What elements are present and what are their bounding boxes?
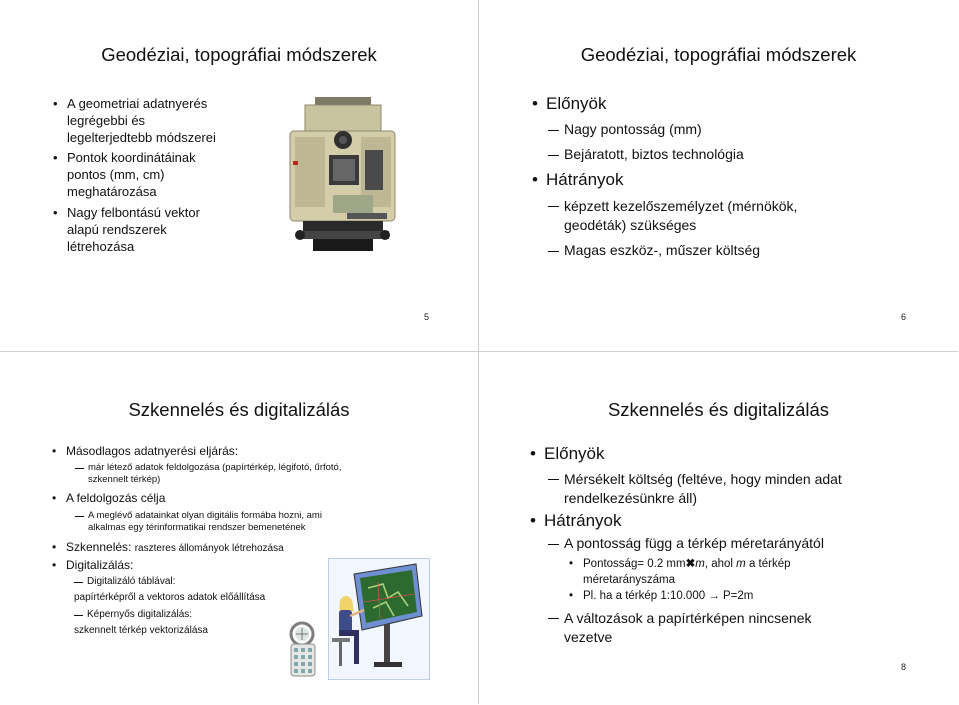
digitizer-puck-image	[282, 620, 324, 678]
disadvantage-item-changes: A változások a papírtérképen nincsenek vezetve	[564, 610, 812, 645]
bullet-3: • Nagy felbontású vektor alapú rendszerek létrehozása	[67, 204, 200, 255]
sub-item-screen-digitizing: Képernyős digitalizálás:	[87, 609, 193, 620]
disadvantage-item-1: képzett kezelőszemélyzet (mérnökök, geodéták) szükséges	[564, 198, 798, 233]
disadvantage-item-scale: A pontosság függ a térkép méretarányától	[564, 535, 824, 551]
digitizing-table-desc: papírtérképről a vektoros adatok előállítása	[74, 592, 266, 603]
page-number: 6	[901, 312, 907, 322]
multiply-icon: ✖	[685, 558, 696, 570]
slide-title: Geodéziai, topográfiai módszerek	[580, 44, 857, 65]
disadvantages-heading: • Hátrányok	[546, 170, 623, 190]
bullet-scanning: • Szkennelés: raszteres állományok létrehozása	[66, 540, 284, 554]
arrow-right-icon: →	[708, 590, 720, 602]
page-number: 8	[901, 662, 907, 672]
bullet-processing-goal: • A feldolgozás célja	[66, 491, 165, 505]
slide-5	[0, 0, 479, 352]
slide-8	[479, 352, 958, 704]
disadvantages-heading: • Hátrányok	[544, 511, 621, 531]
disadvantage-item-2: Magas eszköz-, műszer költség	[564, 242, 761, 258]
advantages-heading: • Előnyök	[546, 94, 606, 114]
digitizing-table-image	[328, 558, 430, 680]
bullet-1: • A geometriai adatnyerés legrégebbi és legelterjedtebb módszerei	[67, 95, 216, 146]
bullet-digitizing: • Digitalizálás:	[66, 558, 133, 572]
sub-item-existing-data: már létező adatok feldolgozása (papírtérkép, légifotó, űrfotó, szkennelt térkép)	[88, 462, 342, 485]
advantage-item-1: Nagy pontosság (mm)	[564, 121, 702, 137]
page-number: 5	[424, 312, 430, 322]
advantage-item: Mérsékelt költség (feltéve, hogy minden adat rendelkezésünkre áll)	[564, 471, 842, 506]
slide-title: Szkennelés és digitalizálás	[128, 399, 350, 420]
slide-title: Geodéziai, topográfiai módszerek	[101, 44, 377, 65]
slide-6	[479, 0, 958, 352]
bullet-secondary-data: • Másodlagos adatnyerési eljárás:	[66, 444, 238, 458]
screen-digitizing-desc: szkennelt térkép vektorizálása	[74, 625, 208, 636]
advantages-heading: • Előnyök	[544, 444, 604, 464]
sub-item-digitizing-table: Digitalizáló táblával:	[87, 576, 176, 587]
bullet-2: • Pontok koordinátáinak pontos (mm, cm) meghatározása	[67, 149, 196, 200]
sub-item-goal-desc: A meglévő adatainkat olyan digitális formába hozni, ami alkalmas egy térinformatikai rendszer bemenetének	[88, 510, 322, 533]
advantage-item-2: Bejáratott, biztos technológia	[564, 146, 744, 162]
total-station-image	[285, 95, 400, 255]
sub-item-accuracy: • Pontosság= 0.2 mm✖m, ahol m a térkép méretarányszáma	[583, 556, 791, 588]
slide-title: Szkennelés és digitalizálás	[607, 399, 830, 420]
sub-item-example: • Pl. ha a térkép 1:10.000 → P=2m	[583, 590, 753, 602]
slide-7	[0, 352, 479, 704]
